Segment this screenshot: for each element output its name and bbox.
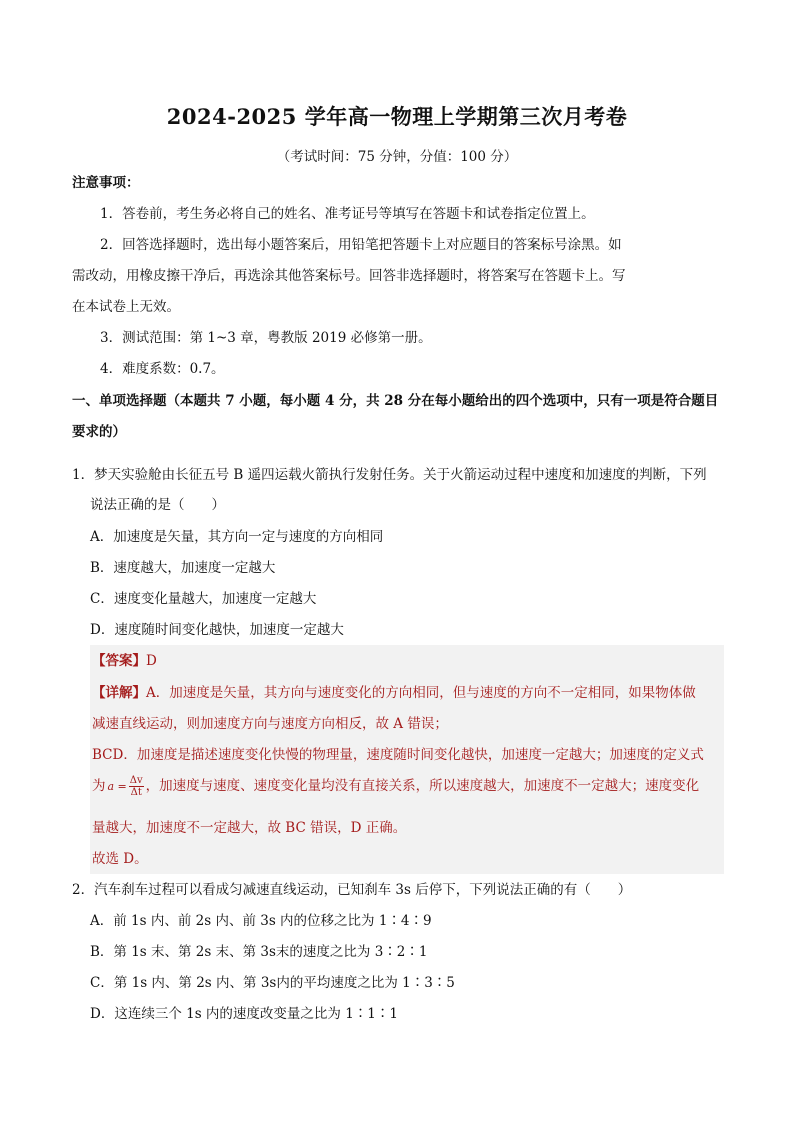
notice-item-3: 3．测试范围：第 1~3 章，粤教版 2019 必修第一册。	[100, 330, 432, 346]
exam-title: 2024-2025 学年高一物理上学期第三次月考卷	[166, 104, 628, 129]
q2-option-a: A．前 1s 内、前 2s 内、前 3s 内的位移之比为 1∶4∶9	[90, 913, 432, 929]
section-heading-line-2: 要求的）	[72, 424, 126, 440]
q1-stem-line-1: 1．梦天实验舱由长征五号 B 遥四运载火箭执行发射任务。关于火箭运动过程中速度和加速度的判断，下列	[72, 467, 707, 483]
answer-label: 【答案】	[92, 653, 146, 669]
formula-a: a =	[107, 780, 127, 793]
formula-denominator: Δt	[130, 787, 142, 798]
detail-line-4-prefix: 为	[92, 778, 106, 794]
q1-option-d: D．速度随时间变化越快，加速度一定越大	[90, 622, 344, 638]
q2-option-d: D．这连续三个 1s 内的速度改变量之比为 1∶1∶1	[90, 1006, 398, 1022]
q1-option-c: C．速度变化量越大，加速度一定越大	[90, 591, 317, 607]
notice-heading: 注意事项：	[72, 175, 140, 191]
notice-item-4: 4．难度系数：0.7。	[100, 361, 225, 377]
detail-line-4-suffix: ，加速度与速度、速度变化量均没有直接关系，所以速度越大，加速度不一定越大；速度变化	[145, 778, 700, 794]
q2-option-b: B．第 1s 末、第 2s 末、第 3s末的速度之比为 3∶2∶1	[90, 944, 428, 960]
q1-answer	[92, 651, 157, 671]
q1-option-a: A．加速度是矢量，其方向一定与速度的方向相同	[90, 529, 384, 545]
notice-item-2-line-1: 2．回答选择题时，选出每小题答案后，用铅笔把答题卡上对应题目的答案标号涂黑。如	[100, 237, 622, 253]
section-heading-line-1: 一、单项选择题（本题共 7 小题，每小题 4 分，共 28 分在每小题给出的四个选项中，只有一项是符合题目	[72, 393, 719, 409]
q1-option-b: B．速度越大，加速度一定越大	[90, 560, 276, 576]
q1-detail-line-4	[92, 775, 699, 798]
q1-detail-line-5: 量越大，加速度不一定越大，故 BC 错误，D 正确。	[92, 820, 407, 836]
q1-detail-line-2: 减速直线运动，则加速度方向与速度方向相反，故 A 错误；	[92, 716, 448, 732]
q1-detail-line-3: BCD．加速度是描述速度变化快慢的物理量，速度随时间变化越快，加速度一定越大；加速度的定义式	[92, 747, 704, 763]
q2-stem: 2．汽车刹车过程可以看成匀减速直线运动，已知刹车 3s 后停下，下列说法正确的有（ ）	[72, 882, 632, 898]
q1-conclusion: 故选 D。	[92, 851, 148, 867]
detail-text-1: A．加速度是矢量，其方向与速度变化的方向相同，但与速度的方向不一定相同，如果物体做	[146, 685, 696, 701]
formula-fraction	[129, 775, 144, 798]
answer-value: D	[146, 653, 157, 669]
q1-stem-line-2: 说法正确的是（ ）	[90, 497, 225, 513]
exam-subtitle: （考试时间：75 分钟，分值：100 分）	[276, 149, 518, 165]
detail-label: 【详解】	[92, 685, 146, 701]
notice-item-2-line-2: 需改动，用橡皮擦干净后，再选涂其他答案标号。回答非选择题时，将答案写在答题卡上。写	[72, 268, 626, 284]
notice-item-2-line-3: 在本试卷上无效。	[72, 299, 180, 315]
notice-item-1: 1．答卷前，考生务必将自己的姓名、准考证号等填写在答题卡和试卷指定位置上。	[100, 206, 595, 222]
q1-detail-line-1	[92, 683, 696, 703]
q2-option-c: C．第 1s 内、第 2s 内、第 3s内的平均速度之比为 1∶3∶5	[90, 975, 455, 991]
formula-numerator: Δv	[129, 775, 143, 786]
